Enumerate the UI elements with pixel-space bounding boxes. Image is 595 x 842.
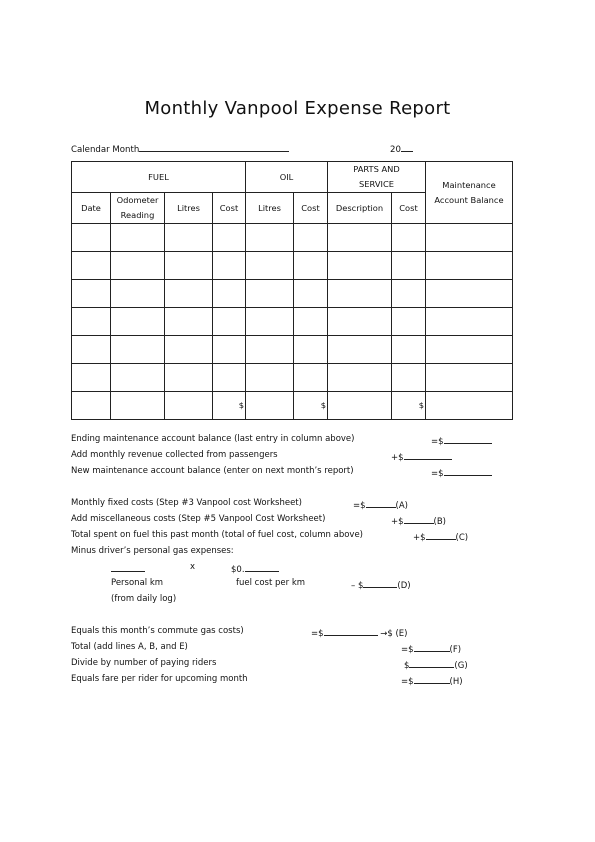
description-header: Description bbox=[328, 193, 392, 224]
parts-group-header: PARTS AND SERVICE bbox=[328, 162, 426, 193]
line-d-blank[interactable] bbox=[363, 578, 397, 588]
line-c-field: +$ (C) bbox=[413, 530, 468, 543]
fuel-group-header: FUEL bbox=[72, 162, 246, 193]
fuel-litres-header: Litres bbox=[165, 193, 213, 224]
table-row bbox=[72, 336, 513, 364]
line-h: Equals fare per rider for upcoming month bbox=[71, 674, 248, 684]
oil-group-header: OIL bbox=[246, 162, 328, 193]
add-revenue-line: Add monthly revenue collected from passengers bbox=[71, 450, 278, 460]
line-a: Monthly fixed costs (Step #3 Vanpool cost Worksheet) bbox=[71, 498, 302, 508]
new-balance-blank[interactable] bbox=[444, 466, 492, 476]
table-row bbox=[72, 224, 513, 252]
minus-driver-line: Minus driver’s personal gas expenses: bbox=[71, 546, 234, 556]
line-c: Total spent on fuel this past month (total of fuel cost, column above) bbox=[71, 530, 363, 540]
year-blank[interactable] bbox=[401, 143, 413, 152]
line-b-blank[interactable] bbox=[404, 514, 434, 524]
multiply-sign: x bbox=[190, 562, 196, 572]
line-c-blank[interactable] bbox=[426, 530, 456, 540]
maintenance-balance-header: Maintenance Account Balance bbox=[426, 162, 513, 224]
fuel-cost-header: Cost bbox=[213, 193, 246, 224]
fuel-cost-total[interactable]: $ bbox=[213, 392, 246, 420]
new-balance-line: New maintenance account balance (enter on next month’s report) bbox=[71, 466, 354, 476]
add-revenue-field: +$ bbox=[391, 450, 452, 463]
line-e-field: =$ →$ (E) bbox=[311, 626, 407, 639]
oil-cost-total[interactable]: $ bbox=[294, 392, 328, 420]
new-balance-field: =$ bbox=[431, 466, 492, 479]
line-a-blank[interactable] bbox=[366, 498, 396, 508]
fuel-rate-field: $0. bbox=[231, 562, 279, 575]
totals-row bbox=[72, 392, 513, 420]
table-row bbox=[72, 280, 513, 308]
ending-balance-field: =$ bbox=[431, 434, 492, 447]
odometer-header: Odometer Reading bbox=[111, 193, 165, 224]
year-prefix: 20 bbox=[390, 145, 401, 155]
line-e-blank[interactable] bbox=[324, 626, 378, 636]
parts-cost-total[interactable]: $ bbox=[392, 392, 426, 420]
table-row bbox=[72, 252, 513, 280]
line-g-field: $ (G) bbox=[404, 658, 468, 671]
line-b-field: +$ (B) bbox=[391, 514, 446, 527]
line-f-field: =$ (F) bbox=[401, 642, 461, 655]
oil-cost-header: Cost bbox=[294, 193, 328, 224]
year-field bbox=[390, 143, 413, 155]
fuel-rate-blank[interactable] bbox=[245, 562, 279, 572]
line-g-blank[interactable] bbox=[409, 658, 454, 668]
line-h-field: =$ (H) bbox=[401, 674, 463, 687]
oil-litres-header: Litres bbox=[246, 193, 294, 224]
date-header: Date bbox=[72, 193, 111, 224]
table-row bbox=[72, 308, 513, 336]
calendar-month-blank[interactable] bbox=[139, 143, 289, 152]
line-a-field: =$ (A) bbox=[353, 498, 408, 511]
line-f: Total (add lines A, B, and E) bbox=[71, 642, 188, 652]
daily-log-note: (from daily log) bbox=[111, 594, 177, 604]
line-d-field: – $ (D) bbox=[351, 578, 411, 591]
table-row bbox=[72, 364, 513, 392]
add-revenue-blank[interactable] bbox=[404, 450, 452, 460]
personal-km-blank bbox=[111, 562, 145, 575]
line-h-blank[interactable] bbox=[414, 674, 450, 684]
ending-balance-line: Ending maintenance account balance (last entry in column above) bbox=[71, 434, 355, 444]
report-title: Monthly Vanpool Expense Report bbox=[144, 98, 451, 119]
calendar-month-label: Calendar Month bbox=[71, 145, 140, 155]
ending-balance-blank[interactable] bbox=[444, 434, 492, 444]
fuel-cost-label: fuel cost per km bbox=[236, 578, 306, 588]
calendar-month-field bbox=[71, 143, 289, 155]
line-f-blank[interactable] bbox=[414, 642, 450, 652]
expense-table bbox=[71, 161, 513, 420]
personal-km-label: Personal km bbox=[111, 578, 164, 588]
line-b: Add miscellaneous costs (Step #5 Vanpool Cost Worksheet) bbox=[71, 514, 326, 524]
line-e: Equals this month’s commute gas costs) bbox=[71, 626, 244, 636]
parts-cost-header: Cost bbox=[392, 193, 426, 224]
line-g: Divide by number of paying riders bbox=[71, 658, 217, 668]
